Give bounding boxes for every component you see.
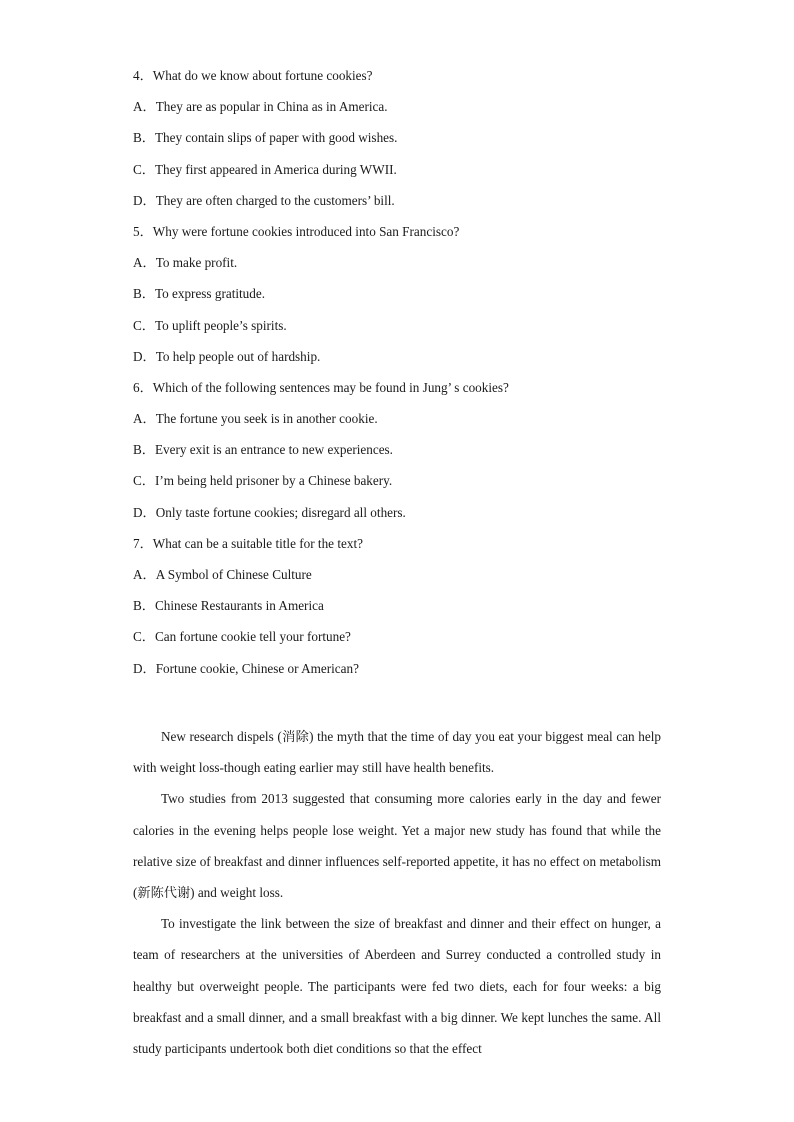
question-6-option-c: C．I’m being held prisoner by a Chinese bakery. xyxy=(133,473,393,489)
question-7-option-a: A．A Symbol of Chinese Culture xyxy=(133,567,312,582)
question-4-option-c: C．They first appeared in America during WWII. xyxy=(133,161,397,177)
question-4-option-a: A．They are as popular in China as in America. xyxy=(133,99,388,115)
question-5-option-d: D．To help people out of hardship. xyxy=(133,348,321,364)
question-4-stem: 4．What do we know about fortune cookies? xyxy=(133,68,373,83)
passage-paragraph-2: Two studies from 2013 suggested that consuming more calories early in the day and fewer calories in the evening helps people lose weight. Yet a major new study has found that while the relative size of breakfast and dinner influences self-reported appetite, it has no effect on metabolism (新陈代谢) and weight loss. xyxy=(133,791,661,901)
question-5-option-b: B．To express gratitude. xyxy=(133,286,266,302)
question-5-option-a: A．To make profit. xyxy=(133,255,238,271)
question-6-option-a: A．The fortune you seek is in another cookie. xyxy=(133,411,378,427)
question-4-option-d: D．They are often charged to the customers’ bill. xyxy=(133,192,395,208)
question-6-option-b: B．Every exit is an entrance to new experiences. xyxy=(133,442,393,458)
question-6-stem: 6．Which of the following sentences may be found in Jung’ s cookies? xyxy=(133,379,509,395)
question-7-option-d: D．Fortune cookie, Chinese or American? xyxy=(133,660,359,676)
question-6-option-d: D．Only taste fortune cookies; disregard all others. xyxy=(133,504,406,520)
passage-paragraph-1: New research dispels (消除) the myth that the time of day you eat your biggest meal can help with weight loss-though eating earlier may still have health benefits. xyxy=(133,729,661,776)
question-5-option-c: C．To uplift people’s spirits. xyxy=(133,317,287,333)
question-7-stem: 7．What can be a suitable title for the text? xyxy=(133,535,363,551)
reading-passage xyxy=(133,721,661,1064)
question-4-option-b: B．They contain slips of paper with good wishes. xyxy=(133,130,398,146)
questions-section xyxy=(133,66,693,690)
question-7-option-c: C．Can fortune cookie tell your fortune? xyxy=(133,629,351,645)
question-7-option-b: B．Chinese Restaurants in America xyxy=(133,598,324,614)
question-5-stem: 5．Why were fortune cookies introduced into San Francisco? xyxy=(133,223,460,239)
passage-paragraph-3: To investigate the link between the size of breakfast and dinner and their effect on hunger, a team of researchers at the universities of Aberdeen and Surrey conducted a controlled study in healthy but overweight people. The participants were fed two diets, each for four weeks: a big breakfast and a small dinner, and a small breakfast with a big dinner. We kept lunches the same. All study participants undertook both diet conditions so that the effect xyxy=(133,916,661,1057)
